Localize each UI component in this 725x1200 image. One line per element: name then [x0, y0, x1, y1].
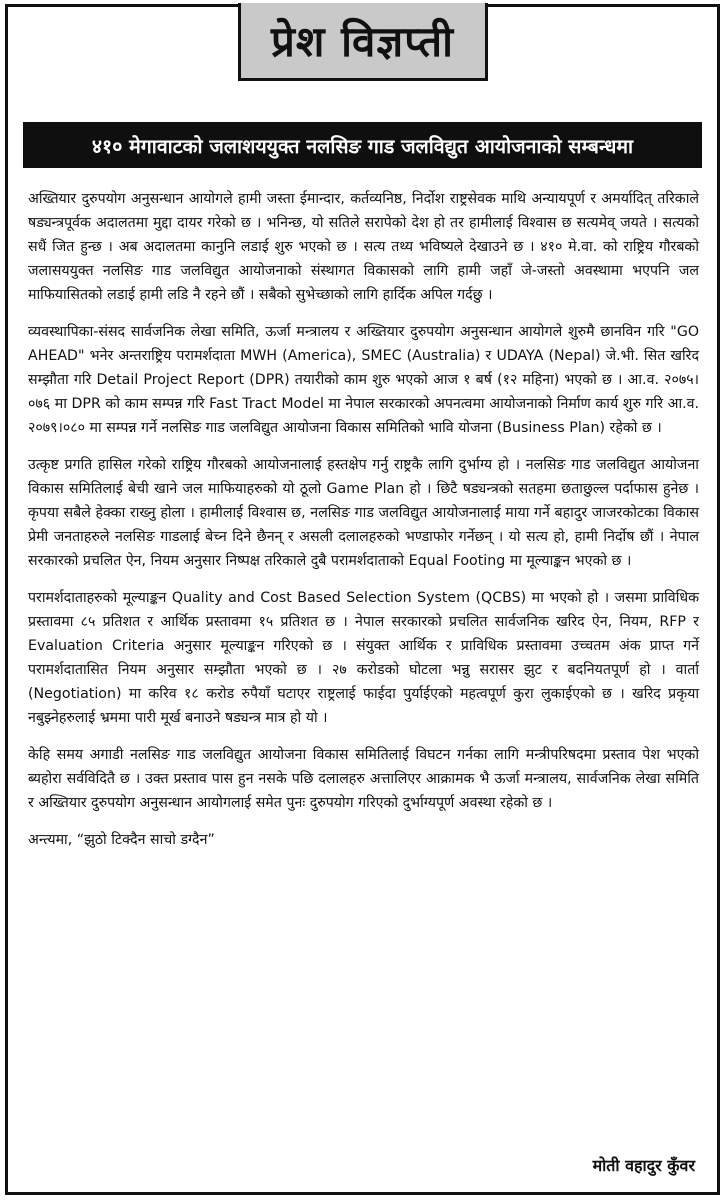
page-border: [5, 4, 720, 1195]
paragraph-4: परामर्शदाताहरुको मूल्याङ्कन Quality and Cost Based Selection System (QCBS) मा भएको हो । जसमा प्राविधिक प्रस्तावमा ८५ प्रतिशत र आर्थिक प्रस्तावमा १५ प्रतिशत छ । नेपाल सरकारको प्रचलित सार्वजनिक खरिद ऐन, नियम, RFP र Evaluation Criteria अनुसार मूल्याङ्कन गरिएको छ । संयुक्त आर्थिक र प्राविधिक प्रस्तावमा उच्चतम अंक प्राप्त गर्ने परामर्शदातासित नियम अनुसार सम्झौता भएको छ । २७ करोडको घोटला भन्नु सरासर झुट र बदनियतपूर्ण हो । वार्ता (Negotiation) मा करिव १८ करोड रुपैयाँ घटाएर राष्ट्रलाई फाईदा पुर्याईएको महत्वपूर्ण कुरा लुकाईएको छ । खरिद प्रकृया नबुझ्नेहरुलाई भ्रममा पारी मूर्ख बनाउने षड्यन्त्र मात्र हो यो ।: [28, 590, 699, 726]
closing-line: अन्त्यमा, “झुठो टिक्दैन साचो डग्दैन”: [28, 832, 215, 848]
body-text: [28, 187, 699, 865]
paragraph-3: उत्कृष्ट प्रगति हासिल गरेको राष्ट्रिय गौरबको आयोजनालाई हस्तक्षेप गर्नु राष्ट्रकै लागि दुर्भाग्य हो । नलसिङ गाड जलविद्युत आयोजना विकास समितिलाई बेची खाने जल माफियाहरुको यो ठूलो Game Plan हो । छिटै षड्यन्त्रको सतहमा छताछुल्ल पर्दाफास हुनेछ । कृपया सबैले हेक्का राख्नु होला । हामीलाई विश्वास छ, नलसिङ गाड जलविद्युत आयोजनालाई माया गर्ने बहादुर जाजरकोटका विकास प्रेमी जनताहरुले नलसिङ गाडलाई बेच्न दिने छैनन् र असली दलालहरुको भण्डाफोर गर्नेछन् । यो सत्य हो, हामी निर्दोष छौं । नेपाल सरकारको प्रचलित ऐन, नियम अनुसार निष्पक्ष तरिकाले दुबै परामर्शदाताको Equal Footing मा मूल्याङ्कन भएको छ ।: [28, 457, 699, 569]
title-wrap: [8, 3, 717, 81]
page-title: प्रेश विज्ञप्ती: [238, 3, 488, 81]
headline-banner: ४१० मेगावाटको जलाशययुक्त नलसिङ गाड जलविद्युत आयोजनाको सम्बन्धमा: [23, 122, 702, 168]
paragraph-1: अख्तियार दुरुपयोग अनुसन्धान आयोगले हामी जस्ता ईमान्दार, कर्तव्यनिष्ठ, निर्दोश राष्ट्रसेवक माथि अन्यायपूर्ण र अमर्यादित् तरिकाले षड्यन्त्रपूर्वक अदालतमा मुद्दा दायर गरेको छ । भनिन्छ, यो सतिले सरापेको देश हो तर हामीलाई विश्वास छ सत्यमेव् जयते । सत्यको सधैं जित हुन्छ । अब अदालतमा कानुनि लडाई शुरु भएको छ । सत्य तथ्य भविष्यले देखाउने छ । ४१० मे.वा. को राष्ट्रिय गौरबको जलासययुक्त नलसिङ गाड जलविद्युत आयोजनाको संस्थागत विकासको लागि हामी जहाँ जे-जस्तो अवस्थामा भएपनि जल माफियासितको लडाई हामी लडि नै रहने छौं । सबैको सुभेच्छाको लागि हार्दिक अपिल गर्दछु ।: [28, 191, 699, 303]
signature: मोती वहादुर कुँवर: [592, 1156, 695, 1175]
paragraph-2: व्यवस्थापिका-संसद सार्वजनिक लेखा समिति, ऊर्जा मन्त्रालय र अख्तियार दुरुपयोग अनुसन्धान आयोगले शुरुमै छानविन गरि "GO AHEAD" भनेर अन्तराष्ट्रिय परामर्शदाता MWH (America), SMEC (Australia) र UDAYA (Nepal) जे.भी. सित खरिद सम्झौता गरि Detail Project Report (DPR) तयारीको काम शुरु भएको आज १ बर्ष (१२ महिना) भएको छ । आ.व. २०७५।०७६ मा DPR को काम सम्पन्न गरि Fast Tract Model मा नेपाल सरकारको अपनत्वमा आयोजनाको निर्माण कार्य शुरु गरि आ.व. २०७९।०८० मा सम्पन्न गर्ने नलसिङ गाड जलविद्युत आयोजना विकास समितिको भावि योजना (Business Plan) रहेको छ ।: [28, 324, 699, 436]
paragraph-5: केहि समय अगाडी नलसिङ गाड जलविद्युत आयोजना विकास समितिलाई विघटन गर्नका लागि मन्त्रीपरिषदमा प्रस्ताव पेश भएको ब्यहोरा सर्वविदितै छ । उक्त प्रस्ताव पास हुन नसके पछि दलालहरु अत्तालिएर आक्रामक भै ऊर्जा मन्त्रालय, सार्वजनिक लेखा समिति र अख्तियार दुरुपयोग अनुसन्धान आयोगलाई समेत पुनः दुरुपयोग गरिएको दुर्भाग्यपूर्ण अवस्था रहेको छ ।: [28, 747, 699, 811]
